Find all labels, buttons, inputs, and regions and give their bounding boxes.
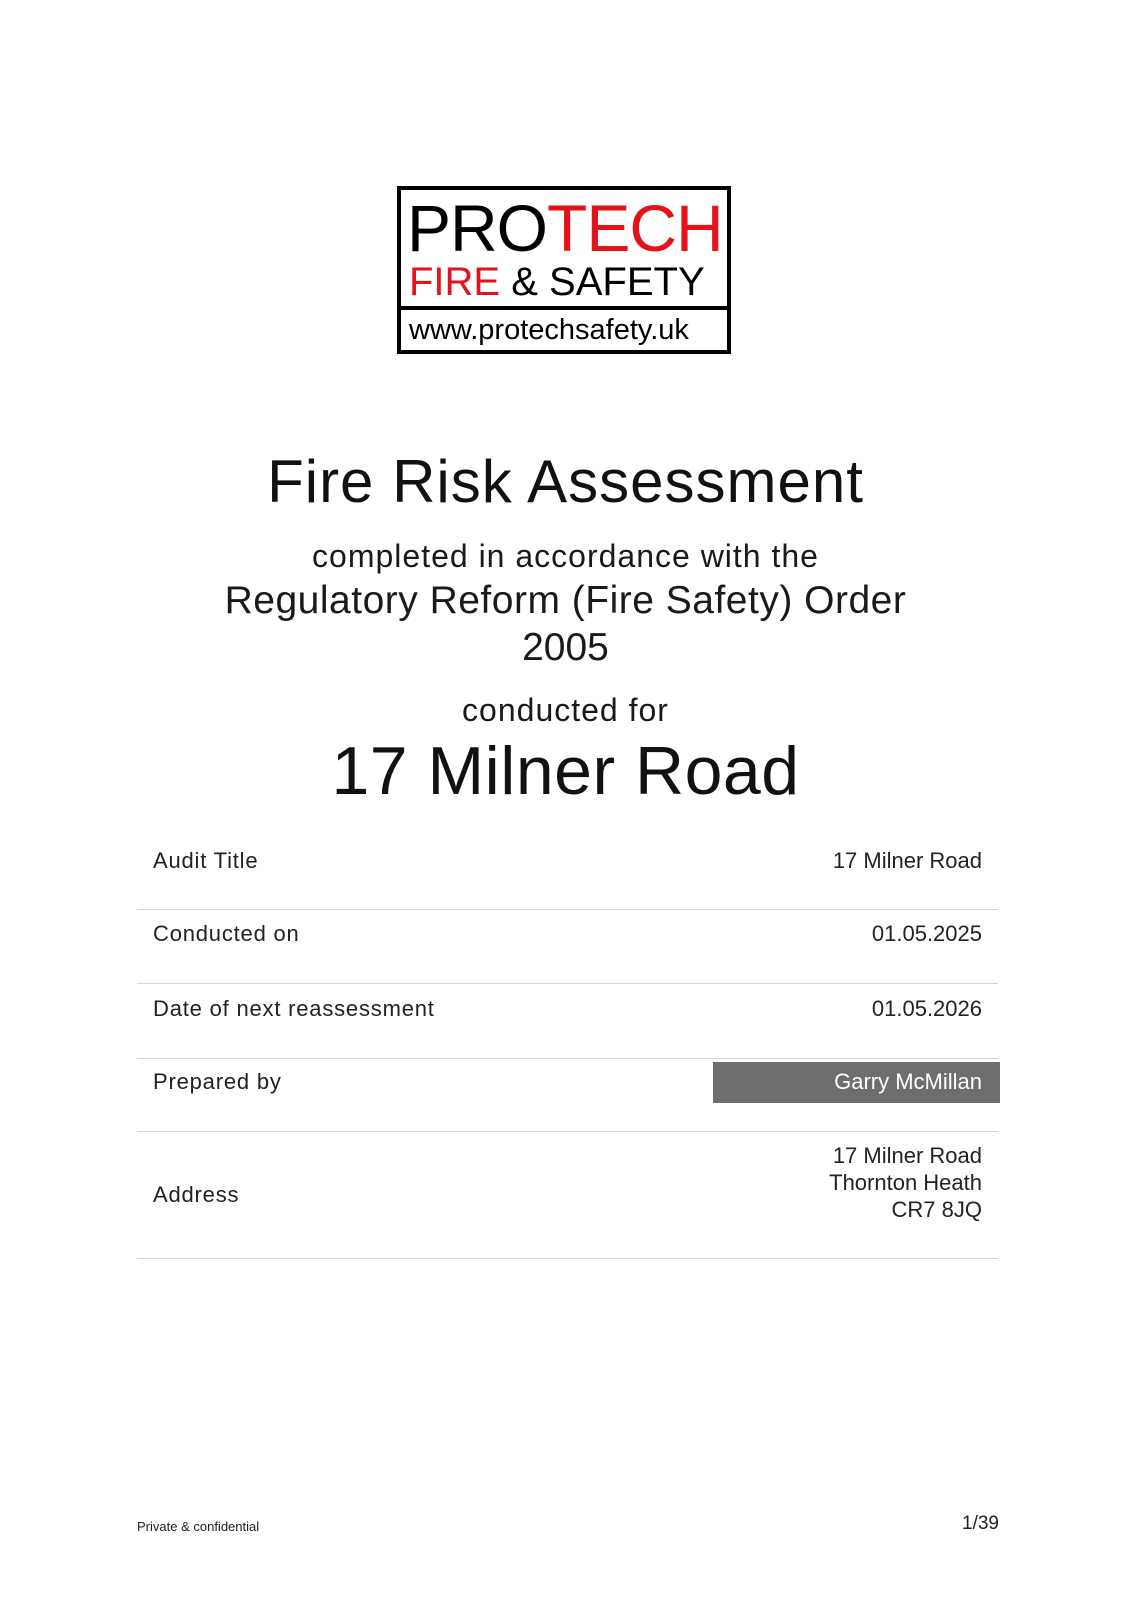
subtitle-line-2: Regulatory Reform (Fire Safety) Order [224, 579, 907, 622]
address-line-1: 17 Milner Road [832, 1143, 982, 1168]
table-row-audit-title [137, 833, 998, 910]
address-value [829, 1142, 982, 1223]
address-label: Address [153, 1182, 240, 1207]
logo-tagline [409, 260, 705, 304]
company-logo [397, 186, 731, 354]
logo-safety-text: & SAFETY [511, 260, 705, 304]
logo-tech-text: TECH [547, 191, 723, 265]
table-row-address [137, 1132, 998, 1259]
logo-pro-text: PRO [407, 191, 548, 265]
table-row-next-reassessment [137, 984, 998, 1059]
address-line-3: CR7 8JQ [891, 1197, 982, 1222]
conducted-for-label: conducted for [462, 692, 669, 728]
subtitle-line-1: completed in accordance with the [312, 538, 819, 574]
document-title: Fire Risk Assessment [267, 448, 864, 515]
audit-title-value: 17 Milner Road [832, 848, 982, 873]
prepared-by-label: Prepared by [153, 1069, 282, 1094]
property-name: 17 Milner Road [331, 733, 800, 809]
subtitle-line-3: 2005 [522, 626, 609, 669]
details-table [137, 833, 998, 1259]
audit-title-label: Audit Title [153, 848, 259, 873]
address-line-2: Thornton Heath [829, 1170, 982, 1195]
logo-url: www.protechsafety.uk [409, 314, 689, 346]
table-row-conducted-on [137, 910, 998, 984]
logo-divider [401, 306, 727, 310]
prepared-by-value: Garry McMillan [834, 1069, 982, 1094]
conducted-on-label: Conducted on [153, 921, 300, 946]
next-reassessment-label: Date of next reassessment [153, 996, 435, 1021]
page-number: 1/39 [962, 1513, 999, 1534]
confidential-notice: Private & confidential [137, 1519, 260, 1534]
table-row-prepared-by [137, 1059, 998, 1132]
next-reassessment-value: 01.05.2026 [871, 996, 982, 1021]
conducted-on-value: 01.05.2025 [871, 921, 982, 946]
logo-fire-text: FIRE [409, 260, 501, 304]
logo-wordmark [407, 192, 723, 264]
